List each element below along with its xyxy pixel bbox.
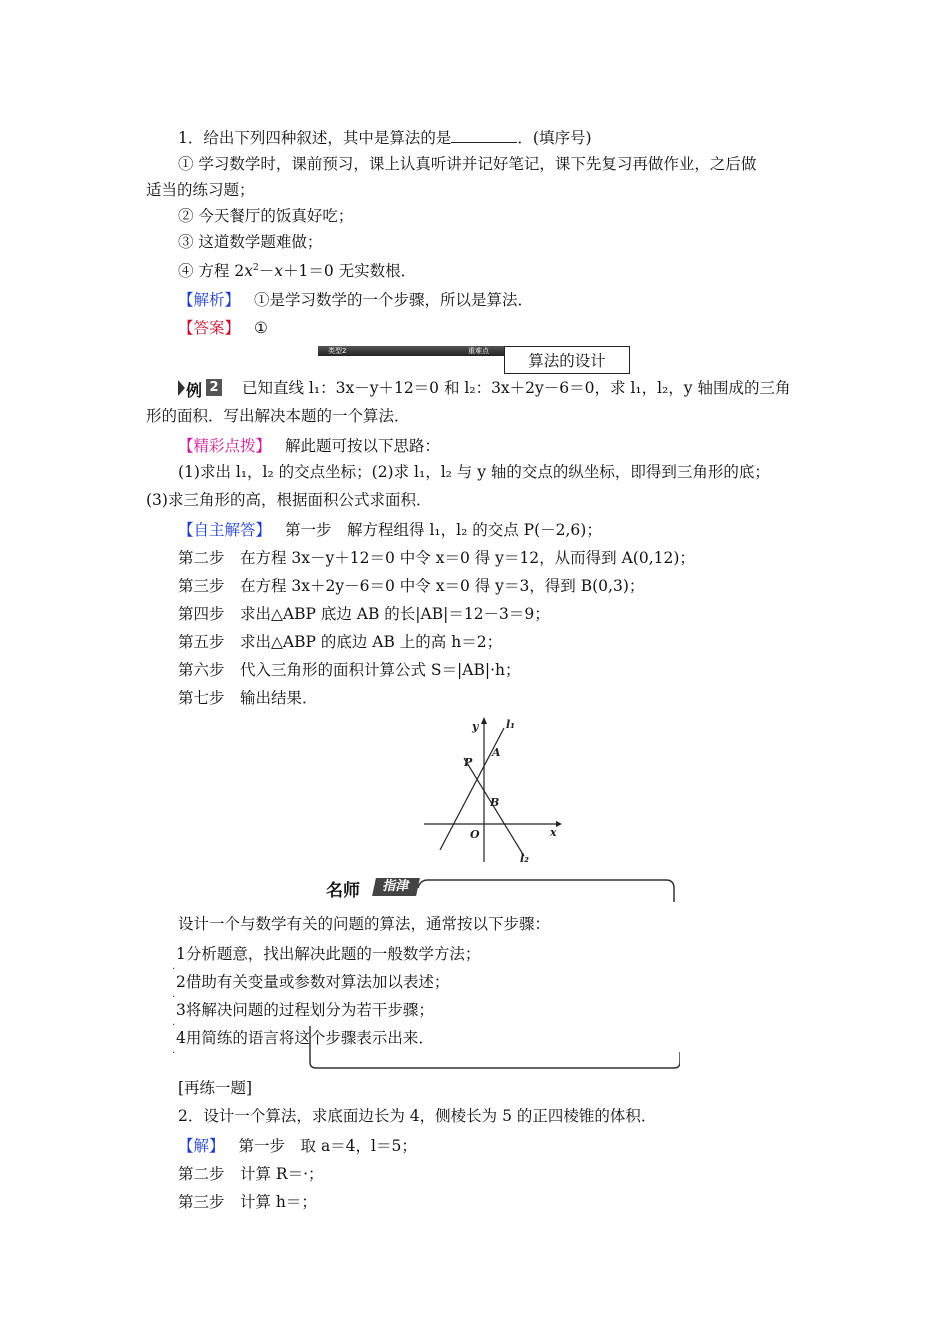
- hint-line-1: (1)求出 l₁，l₂ 的交点坐标；(2)求 l₁，l₂ 与 y 轴的交点的纵坐标，即得到三角形的底；: [178, 463, 770, 481]
- solution-step-1: 【自主解答】 第一步 解方程组得 l₁，l₂ 的交点 P(－2,6)；: [178, 521, 602, 539]
- type-header: [318, 346, 630, 374]
- answer-tag: 【答案】: [178, 319, 241, 337]
- tip-step-4: 4用简练的语言将这个步骤表示出来．: [176, 1029, 434, 1047]
- label-l1: l₁: [506, 718, 515, 731]
- q1-analysis: 【解析】 ①是学习数学的一个步骤，所以是算法．: [178, 291, 534, 309]
- label-o: O: [470, 828, 480, 841]
- q1-option-1: ① 学习数学时，课前预习，课上认真听讲并记好笔记，课下先复习再做作业，之后做: [178, 155, 757, 173]
- solution-step-3: 第三步 在方程 3x＋2y－6＝0 中令 x＝0 得 y＝3，得到 B(0,3)；: [178, 577, 645, 595]
- analysis-tag: 【解析】: [178, 291, 241, 309]
- x-axis-arrow: [556, 821, 562, 827]
- q1-stem: 1．给出下列四种叙述，其中是算法的是 ．(填序号): [178, 129, 592, 147]
- hint-tag: 【精彩点拨】: [178, 437, 272, 455]
- label-l2: l₂: [520, 852, 529, 865]
- tip-badge: 指津: [372, 878, 420, 896]
- example-line-2: 形的面积．写出解决本题的一个算法．: [146, 407, 410, 425]
- tip-step-3: 3将解决问题的过程划分为若干步骤；: [176, 1001, 434, 1019]
- practice-solution-3: 第三步 计算 h＝；: [178, 1193, 317, 1211]
- solution-step-2: 第二步 在方程 3x－y＋12＝0 中令 x＝0 得 y＝12，从而得到 A(0,12)；: [178, 549, 695, 567]
- practice-header: [再练一题]: [178, 1079, 253, 1097]
- q1-option-4: ④ 方程 $2x^2-x+1=0$ 无实数根．: [178, 262, 417, 281]
- label-y: y: [472, 720, 479, 733]
- type-header-title: 算法的设计: [528, 352, 606, 370]
- solution-step-5: 第五步 求出△ABP 的底边 AB 上的高 h＝2；: [178, 633, 503, 651]
- coordinate-graph: [420, 712, 570, 868]
- solution-tag: 【解】: [178, 1137, 225, 1155]
- arrow-icon: [178, 380, 185, 396]
- q1-option-2: ② 今天餐厅的饭真好吃；: [178, 207, 354, 225]
- solution-step-6: 第六步 代入三角形的面积计算公式 S＝|AB|·h；: [178, 661, 521, 679]
- q1-option-1-cont: 适当的练习题；: [146, 181, 255, 199]
- solve-tag: 【自主解答】: [178, 521, 272, 539]
- example-hint: 【精彩点拨】 解此题可按以下思路：: [178, 437, 441, 455]
- solution-step-4: 第四步 求出△ABP 底边 AB 的长|AB|＝12－3＝9；: [178, 605, 550, 623]
- tip-step-2: 2借助有关变量或参数对算法加以表述；: [176, 973, 450, 991]
- label-p: P: [464, 756, 473, 769]
- example-badge: 例 2: [178, 378, 226, 398]
- tip-intro: 设计一个与数学有关的问题的算法，通常按以下步骤：: [178, 915, 551, 933]
- type-header-title-box: [504, 346, 630, 374]
- label-x: x: [550, 826, 557, 839]
- tip-step-1: 1分析题意，找出解决此题的一般数学方法；: [176, 945, 481, 963]
- q1-option-3: ③ 这道数学题难做；: [178, 233, 323, 251]
- tip-title: 名师: [326, 881, 360, 901]
- practice-question: 2．设计一个算法，求底面边长为 4，侧棱长为 5 的正四棱锥的体积．: [178, 1107, 657, 1125]
- practice-solution-1: 【解】 第一步 取 a＝4，l＝5；: [178, 1137, 417, 1155]
- practice-solution-2: 第二步 计算 R＝·；: [178, 1165, 324, 1183]
- label-b: B: [490, 796, 500, 809]
- y-axis-arrow: [481, 717, 487, 724]
- label-a: A: [492, 746, 501, 759]
- answer-blank: [451, 128, 517, 143]
- q1-answer: 【答案】 ①: [178, 319, 268, 337]
- hint-line-2: (3)求三角形的高，根据面积公式求面积．: [146, 491, 432, 509]
- solution-step-7: 第七步 输出结果．: [178, 689, 318, 707]
- type-header-bar: 类型2 重难点: [318, 346, 504, 356]
- example-line-1: 已知直线 l₁：3x－y＋12＝0 和 l₂：3x＋2y－6＝0，求 l₁，l₂，y 轴围成的三角: [242, 379, 791, 397]
